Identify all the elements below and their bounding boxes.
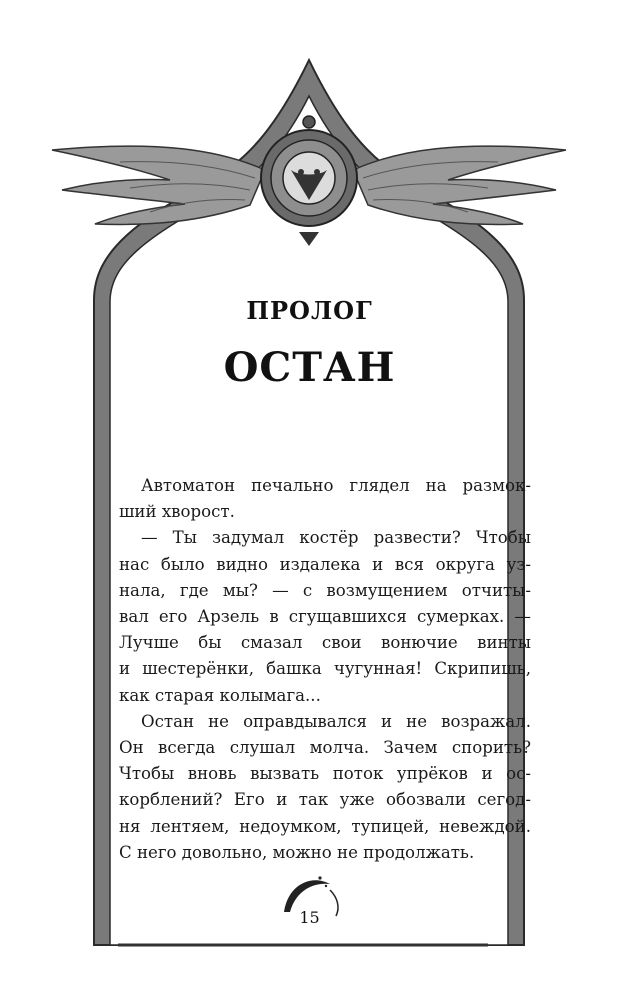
- text-line: Автоматон печально глядел на размок-: [141, 476, 531, 495]
- text-line: — Ты задумал костёр развести? Чтобы: [141, 528, 531, 548]
- paragraph-3: [97, 709, 531, 866]
- page-number: 15: [299, 908, 320, 927]
- body-text: [97, 473, 531, 866]
- text-line: ший хворост.: [119, 502, 235, 522]
- text-line: нала, где мы? — с возмущением отчиты-: [119, 580, 531, 600]
- paragraph-2: [97, 525, 531, 708]
- text-line: нас было видно издалека и вся округа уз-: [119, 554, 531, 574]
- chapter-title: ОСТАН: [223, 344, 396, 391]
- text-line: С него довольно, можно не продолжать.: [119, 842, 475, 862]
- chapter-label: ПРОЛОГ: [246, 296, 373, 325]
- text-line: как старая колымага...: [119, 685, 321, 705]
- text-line: и шестерёнки, башка чугунная! Скрипишь,: [119, 659, 531, 679]
- text-line: Он всегда слушал молча. Зачем спорить?: [119, 738, 531, 758]
- paragraph-1: [97, 473, 531, 525]
- text-line: ня лентяем, недоумком, тупицей, невеждой.: [119, 816, 531, 836]
- text-line: Лучше бы смазал свои вонючие винты: [119, 633, 531, 653]
- text-line: Остан не оправдывался и не возражал.: [141, 711, 531, 731]
- text-line: корблений? Его и так уже обозвали сегод-: [119, 790, 531, 810]
- text-line: Чтобы вновь вызвать поток упрёков и ос-: [119, 764, 531, 784]
- winged-emblem-icon: [52, 116, 566, 246]
- text-line: вал его Арзель в сгущавшихся сумерках. —: [119, 607, 531, 627]
